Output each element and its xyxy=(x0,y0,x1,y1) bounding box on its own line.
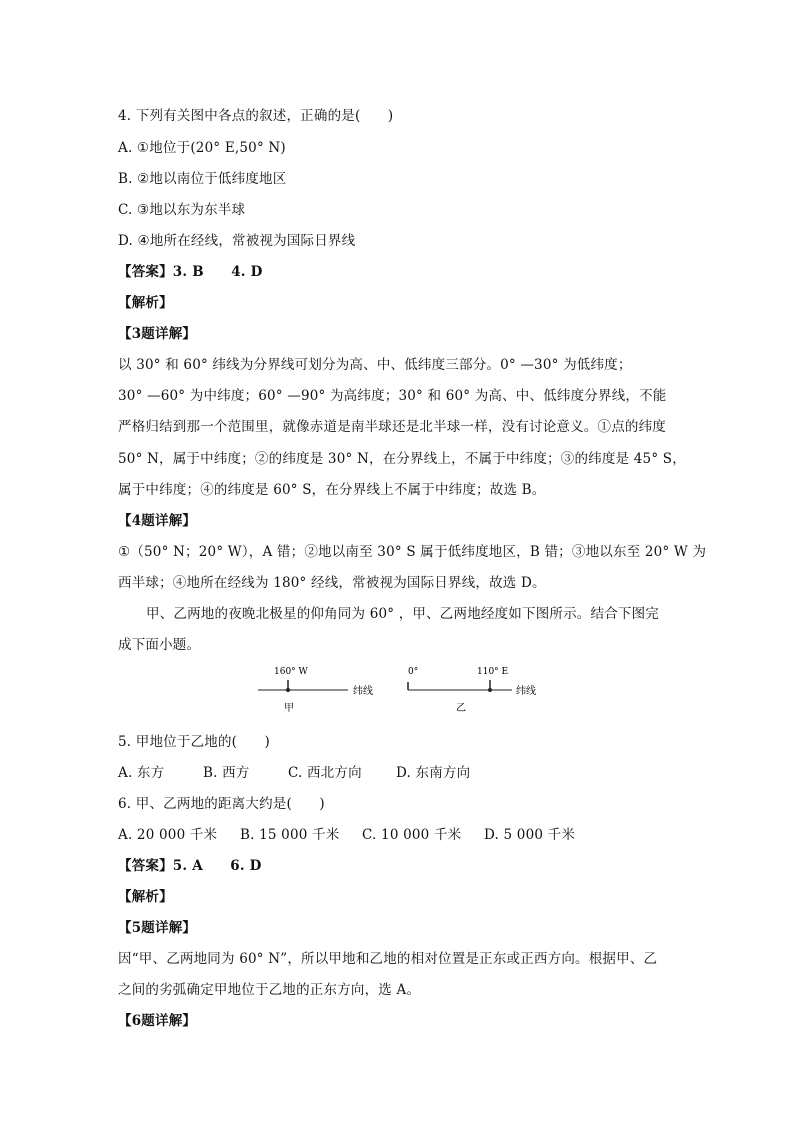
q6-option-d: D. 5 000 千米 xyxy=(484,827,576,843)
left-longitude-label: 160° W xyxy=(274,667,308,677)
right-longitude-label: 110° E xyxy=(477,667,509,677)
left-point-label: 甲 xyxy=(284,703,294,714)
q6-option-b: B. 15 000 千米 xyxy=(240,827,340,843)
q4-option-c: C. ③地以东为东半球 xyxy=(118,202,246,218)
q3-detail-line: 以 30° 和 60° 纬线为分界线可划分为高、中、低纬度三部分。0° —30° 为低纬度； xyxy=(118,357,632,373)
q6-option-c: C. 10 000 千米 xyxy=(362,827,462,843)
left-line-label: 纬线 xyxy=(353,686,373,697)
q5-option-b: B. 西方 xyxy=(203,765,250,781)
q5-option-d: D. 东南方向 xyxy=(396,765,471,781)
q4-detail-line: ①（50° N；20° W），A 错；②地以南至 30° S 属于低纬度地区，B 错；③地以东至 20° W 为 xyxy=(118,544,707,560)
analysis-heading: 【解析】 xyxy=(118,889,173,905)
q3-detail-line: 属于中纬度；④的纬度是 60° S，在分界线上不属于中纬度；故选 B。 xyxy=(118,482,546,498)
longitude-figure xyxy=(250,660,550,716)
q5-option-a: A. 东方 xyxy=(118,765,165,781)
right-zero-label: 0° xyxy=(408,667,419,677)
q4-detail-line: 西半球；④地所在经线为 180° 经线，常被视为国际日界线，故选 D。 xyxy=(118,575,546,591)
q3-detail-heading: 【3题详解】 xyxy=(118,326,197,342)
point-marker xyxy=(286,688,290,692)
q4-option-b: B. ②地以南位于低纬度地区 xyxy=(118,171,287,187)
right-point-label: 乙 xyxy=(456,703,466,714)
answer-3-4: 【答案】3. B 4. D xyxy=(118,264,263,280)
q5-detail-line: 因“甲、乙两地同为 60° N”，所以甲地和乙地的相对位置是正东或正西方向。根据甲、乙 xyxy=(118,951,658,967)
answer-5-6: 【答案】5. A 6. D xyxy=(118,858,262,874)
q3-detail-line: 30° —60° 为中纬度；60° —90° 为高纬度；30° 和 60° 为高、中、低纬度分界线，不能 xyxy=(118,388,667,404)
passage-line: 甲、乙两地的夜晚北极星的仰角同为 60° ，甲、乙两地经度如下图所示。结合下图完 xyxy=(146,606,660,622)
q4-detail-heading: 【4题详解】 xyxy=(118,513,197,529)
question-6: 6. 甲、乙两地的距离大约是( ) xyxy=(118,796,325,812)
question-4: 4. 下列有关图中各点的叙述，正确的是( ) xyxy=(118,108,394,124)
point-marker xyxy=(488,688,492,692)
q4-option-d: D. ④地所在经线，常被视为国际日界线 xyxy=(118,233,356,249)
q6-option-a: A. 20 000 千米 xyxy=(118,827,218,843)
right-line-label: 纬线 xyxy=(516,686,536,697)
q6-options xyxy=(118,823,575,843)
q6-detail-heading: 【6题详解】 xyxy=(118,1013,197,1029)
passage-line: 成下面小题。 xyxy=(118,637,201,653)
q5-option-c: C. 西北方向 xyxy=(288,765,362,781)
q3-detail-line: 50° N，属于中纬度；②的纬度是 30° N，在分界线上，不属于中纬度；③的纬度是 45° S， xyxy=(118,451,686,467)
q3-detail-line: 严格归结到那一个范围里，就像赤道是南半球还是北半球一样，没有讨论意义。①点的纬度 xyxy=(118,419,666,435)
q4-option-a: A. ①地位于(20° E,50° N) xyxy=(118,140,286,156)
q5-options xyxy=(118,761,470,781)
question-5: 5. 甲地位于乙地的( ) xyxy=(118,734,271,750)
q5-detail-heading: 【5题详解】 xyxy=(118,920,197,936)
q5-detail-line: 之间的劣弧确定甲地位于乙地的正东方向，选 A。 xyxy=(118,982,421,998)
analysis-heading: 【解析】 xyxy=(118,295,173,311)
